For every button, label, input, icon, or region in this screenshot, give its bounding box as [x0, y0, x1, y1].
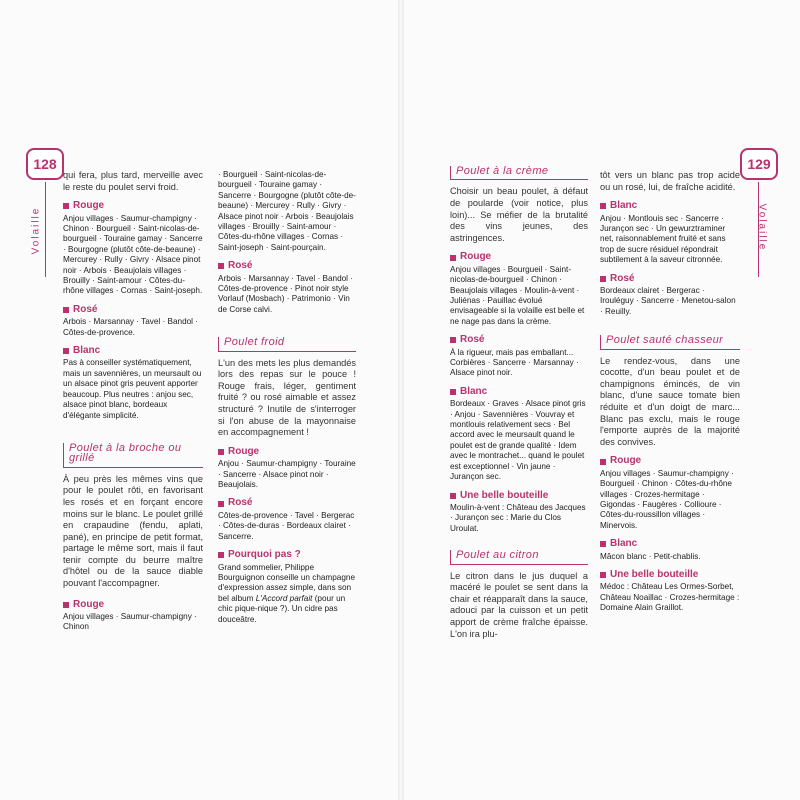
heading-blanc: Blanc — [450, 387, 588, 397]
square-bullet-icon — [450, 337, 456, 343]
heading-rose: Rosé — [600, 274, 740, 284]
square-bullet-icon — [600, 541, 606, 547]
square-bullet-icon — [600, 459, 606, 465]
wine-list: Arbois · Marsannay · Tavel · Bandol · Côtes-de-provence · Pinot noir style Vorlauf (Mosbach) · Patrimonio · Vin de Corse calvi. — [218, 273, 353, 314]
wine-list: Anjou villages · Saumur-champigny · Chinon — [63, 612, 197, 632]
book-gutter — [398, 0, 404, 800]
book-title: L'Accord parfait — [255, 593, 313, 603]
heading-blanc: Blanc — [600, 539, 740, 549]
wine-list: Bordeaux · Graves · Alsace pinot gris · Anjou · Savennières · Vouvray et montlouis relativement secs · Bel accord avec le meursault quand le poulet est de grande qualité · Idem avec le montrachet... quand le poulet est exceptionnel · Vin jaune · Jurançon sec. — [450, 399, 586, 482]
section-title: Poulet sauté chasseur — [600, 335, 740, 349]
section-title: Poulet au citron — [450, 550, 588, 564]
square-bullet-icon — [600, 276, 606, 282]
page-number-left: 128 — [26, 148, 64, 180]
square-bullet-icon — [218, 263, 224, 269]
wine-list: Côtes-de-provence · Tavel · Bergerac · Côtes-de-duras · Bordeaux clairet · Sancerre. — [218, 510, 355, 541]
column-3 — [450, 160, 588, 640]
heading-rose: Rosé — [63, 305, 203, 315]
wine-list: Pas à conseiller systématiquement, mais un savennières, un meursault ou un alsace pinot gris peuvent apporter beaucoup. Plus neutres : anjou sec, alsace pinot blanc, bordeaux d'élégante simplicité. — [63, 358, 202, 420]
column-4 — [600, 170, 740, 614]
wine-list: Anjou villages · Saumur-champigny · Bourgueil · Chinon · Côtes-du-rhône villages · Crozes-hermitage · Gigondas · Faugères · Collioure · Côtes-du-roussillon villages · Minervois. — [600, 468, 734, 530]
square-bullet-icon — [450, 493, 456, 499]
square-bullet-icon — [218, 501, 224, 507]
square-bullet-icon — [63, 348, 69, 354]
sidebar-rule-left — [45, 182, 46, 277]
wine-list: Anjou · Saumur-champigny · Touraine · Sancerre · Alsace pinot noir · Beaujolais. — [218, 459, 356, 490]
wine-list: Moulin-à-vent : Château des Jacques · Jurançon sec : Marie du Clos Uroulat. — [450, 502, 586, 533]
side-label-right: Volaille — [756, 203, 768, 252]
square-bullet-icon — [600, 572, 606, 578]
column-1 — [63, 170, 203, 633]
section-title: Poulet à la broche ou grillé — [63, 443, 203, 468]
section-body: À peu près les mêmes vins que pour le poulet rôti, en favorisant les rosés et en forçant encore moins sur le blanc. Le poulet grillé en crapaudine (fendu, aplati, pané), en principe de petit format, partage le même sort, mais il faut tenir compte du beurre maître d'hôtel ou de la sauce diable pouvant l'accompagner. — [63, 473, 203, 589]
heading-rose: Rosé — [218, 498, 356, 508]
intro-text: tôt vers un blanc pas trop acide ou un rosé, lui, de fraîche acidité. — [600, 170, 740, 192]
square-bullet-icon — [218, 449, 224, 455]
side-label-left: Volaille — [30, 206, 42, 255]
wine-list: Anjou villages · Saumur-champigny · Chinon · Bourgueil · Saint-nicolas-de-bourgueil · Touraine gamay · Sancerre · Bourgogne (plutôt côte-de-beaune) · Mercurey · Rully · Givry · Alsace pinot noir · Arbois · Beaujolais villages · Brouilly · Saint-amour · Côtes-du-rhône villages · Cornas · Saint-joseph. — [63, 213, 203, 296]
square-bullet-icon — [450, 389, 456, 395]
heading-rouge: Rouge — [450, 252, 588, 262]
square-bullet-icon — [63, 307, 69, 313]
heading-blanc: Blanc — [600, 201, 740, 211]
heading-rouge: Rouge — [63, 600, 203, 610]
square-bullet-icon — [218, 552, 224, 558]
wine-list: Médoc : Château Les Ormes-Sorbet, Château Noaillac · Crozes-hermitage : Domaine Alain Graillot. — [600, 582, 740, 613]
heading-rouge: Rouge — [63, 201, 203, 211]
wine-list: Anjou villages · Bourgueil · Saint-nicolas-de-bourgueil · Chinon · Beaujolais villages · Moulin-à-vent · Juliénas · Pauillac évolué envisageable si la volaille est belle et ne nage pas dans la crème. — [450, 264, 585, 326]
section-body: L'un des mets les plus demandés lors des repas sur le pouce ! Rouge frais, léger, gentiment fruité ? ou rosé aimable et assez structuré ? Inutile de s'interroger si l'on abuse de la mayonnaise en accompagnement ! — [218, 357, 356, 438]
heading-rose: Rosé — [218, 261, 356, 271]
heading-rose: Rosé — [450, 335, 588, 345]
wine-list: Grand sommelier, Philippe Bourguignon conseille un champagne d'expression assez simple, dans son bel album L'Accord parfait (pour un chic pique-nique ?). Un cidre pas douceâtre. — [218, 562, 356, 624]
page-number-right: 129 — [740, 148, 778, 180]
square-bullet-icon — [63, 203, 69, 209]
heading-rouge: Rouge — [218, 447, 356, 457]
section-title: Poulet à la crème — [450, 166, 588, 180]
intro-text: qui fera, plus tard, merveille avec le reste du poulet servi froid. — [63, 170, 203, 192]
wine-list: Mâcon blanc · Petit-chablis. — [600, 551, 701, 561]
heading-rouge: Rouge — [600, 456, 740, 466]
wine-list: Anjou · Montlouis sec · Sancerre · Jurançon sec · Un gewurztraminer net, raisonnablement fruité et sans trop de sucre résiduel répondrait subtilement à la saveur citronnée. — [600, 213, 726, 265]
heading-pourquoi-pas: Pourquoi pas ? — [218, 550, 356, 560]
heading-belle-bouteille: Une belle bouteille — [450, 491, 588, 501]
wine-list: Bordeaux clairet · Bergerac · Irouléguy · Sancerre · Menetou-salon · Reuilly. — [600, 286, 736, 316]
section-body: Choisir un beau poulet, à défaut de poularde (voir notice, plus loin)... Se méfier de la brutalité des vins jeunes, des astringences. — [450, 186, 588, 243]
square-bullet-icon — [450, 255, 456, 261]
wine-list: · Bourgueil · Saint-nicolas-de-bourgueil · Touraine gamay · Sancerre · Bourgogne (plutôt côte-de-beaune) · Mercurey · Rully · Givry · Alsace pinot noir · Arbois · Beaujolais villages · Brouilly · Saint-amour · Côtes-du-rhône villages · Cornas · Saint-joseph · Saint-pourçain. — [218, 170, 356, 252]
heading-blanc: Blanc — [63, 346, 203, 356]
square-bullet-icon — [600, 203, 606, 209]
heading-belle-bouteille: Une belle bouteille — [600, 570, 740, 580]
wine-list: Arbois · Marsannay · Tavel · Bandol · Côtes-de-provence. — [63, 317, 198, 337]
column-2 — [218, 170, 356, 625]
section-title: Poulet froid — [218, 337, 356, 351]
section-body: Le citron dans le jus duquel a macéré le poulet se sent dans la chair et réapparaît dans la sauce, adouci par la cuisson et un petit apport de crème fraîche épaisse. L'on ira plu- — [450, 570, 588, 639]
wine-list: À la rigueur, mais pas emballant... Corbières · Sancerre · Marsannay · Alsace pinot noir. — [450, 347, 579, 378]
square-bullet-icon — [63, 602, 69, 608]
section-body: Le rendez-vous, dans une cocotte, d'un beau poulet et de champignons émincés, de vin blanc, d'une sauce tomate bien réduite et d'un doigt de marc... Blanc pas exclu, mais le rouge l'emporte auprès de la majorité des convives. — [600, 355, 740, 447]
